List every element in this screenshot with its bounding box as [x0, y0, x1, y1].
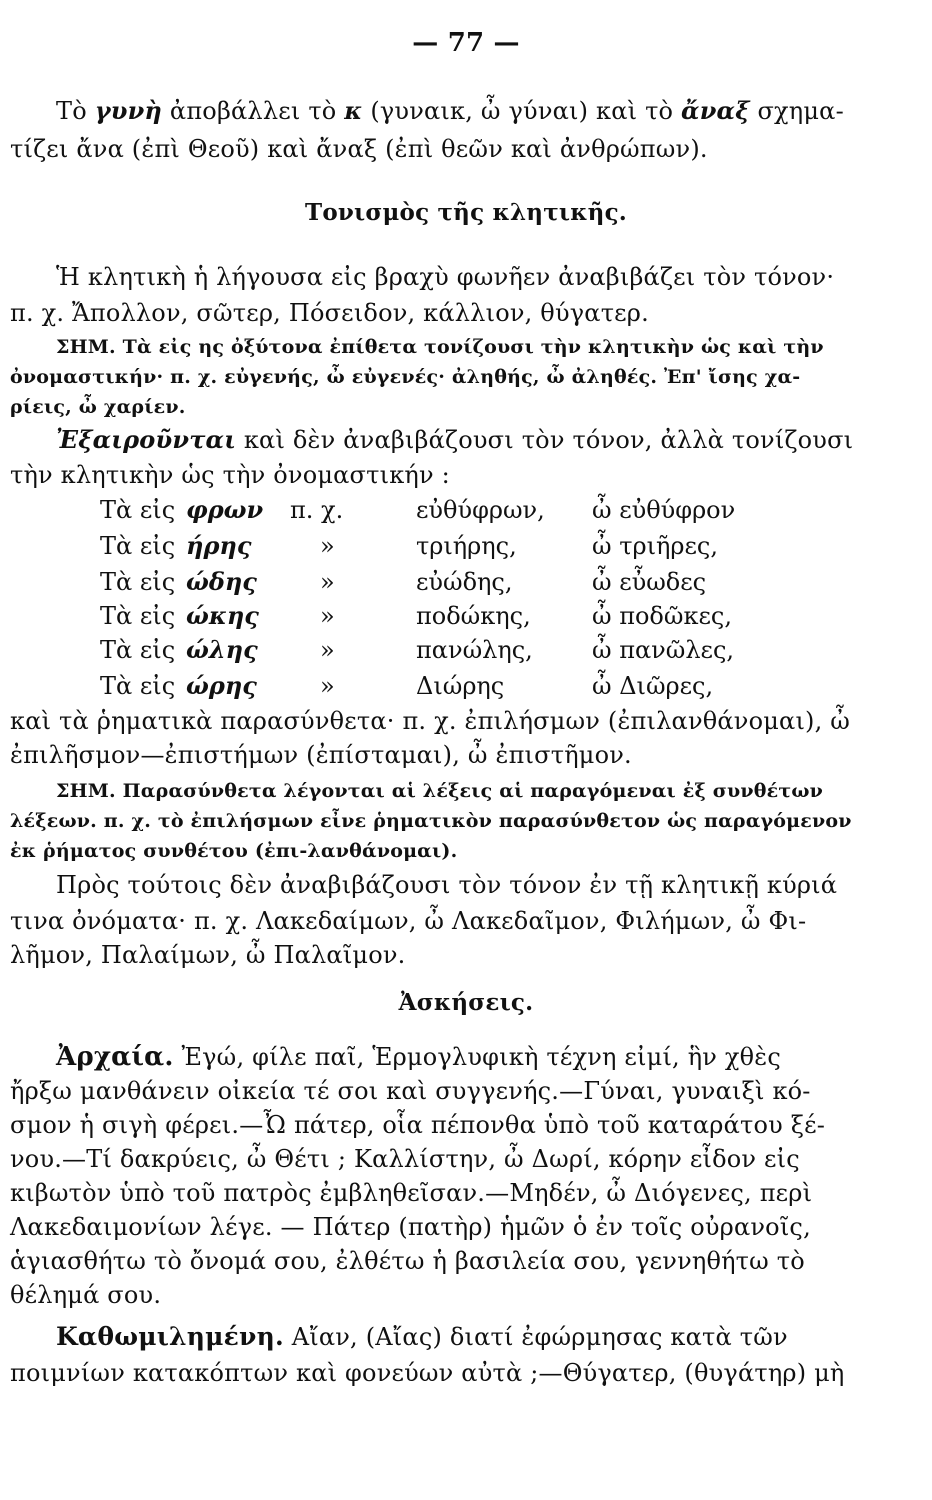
- text-line: Καθωμιλημένη. Αἴαν, (Αἴας) διατί ἐφώρμησας κατὰ τῶν: [56, 1322, 788, 1351]
- section-heading: Τονισμὸς τῆς κλητικῆς.: [305, 199, 627, 226]
- note-line: ΣΗΜ. Παρασύνθετα λέγονται αἱ λέξεις αἱ παραγόμεναι ἐξ συνθέτων: [56, 780, 824, 802]
- note-line: ὀνομαστικήν· π. χ. εὐγενής, ὦ εὐγενές· ἀληθής, ὦ ἀληθές. Ἐπ' ἴσης χα-: [10, 366, 801, 388]
- ending-prefix: Τὰ εἰς: [100, 636, 176, 664]
- example-marker: »: [320, 568, 335, 596]
- text-line: τινα ὀνόματα· π. χ. Λακεδαίμων, ὦ Λακεδαῖμον, Φιλήμων, ὦ Φι-: [10, 907, 807, 935]
- page-number: — 77 —: [412, 28, 520, 58]
- note-line: λέξεων. π. χ. τὸ ἐπιλήσμων εἶνε ῥηματικὸν παρασύνθετον ὡς παραγόμενον: [10, 810, 852, 832]
- example-marker: »: [320, 602, 335, 630]
- example-marker: »: [320, 672, 335, 700]
- text-line: ἁγιασθήτω τὸ ὄνομά σου, ἐλθέτω ἡ βασιλεία σου, γεννηθήτω τὸ: [10, 1247, 805, 1275]
- ending: ώδης: [186, 567, 257, 596]
- text-line: π. χ. Ἄπολλον, σῶτερ, Πόσειδον, κάλλιον, θύγατερ.: [10, 299, 649, 327]
- text-line: Τὸ γυνὴ ἀποβάλλει τὸ κ (γυναικ, ὦ γύναι) καὶ τὸ ἄναξ σχημα-: [56, 96, 844, 125]
- nominative-form: Διώρης: [416, 672, 505, 700]
- ending-prefix: Τὰ εἰς: [100, 532, 176, 560]
- nominative-form: ποδώκης,: [416, 602, 531, 630]
- note-line: ἐκ ῥήματος συνθέτου (ἐπι-λανθάνομαι).: [10, 840, 458, 862]
- text-line: λῆμον, Παλαίμων, ὦ Παλαῖμον.: [10, 941, 406, 969]
- text-line: Ἡ κλητικὴ ἡ λήγουσα εἰς βραχὺ φωνῆεν ἀναβιβάζει τὸν τόνον·: [56, 263, 835, 291]
- ending: ώρης: [186, 671, 257, 700]
- note-line: ρίεις, ὦ χαρίεν.: [10, 396, 186, 418]
- text-line: τίζει ἄνα (ἐπὶ Θεοῦ) καὶ ἄναξ (ἐπὶ θεῶν καὶ ἀνθρώπων).: [10, 135, 708, 163]
- ancient-label: Ἀρχαία.: [56, 1042, 174, 1072]
- note-line: ΣΗΜ. Τὰ εἰς ης ὀξύτονα ἐπίθετα τονίζουσι τὴν κλητικὴν ὡς καὶ τὴν: [56, 336, 824, 358]
- text-line: Λακεδαιμονίων λέγε. — Πάτερ (πατὴρ) ἡμῶν ὁ ἐν τοῖς οὐρανοῖς,: [10, 1213, 811, 1241]
- example-marker: π. χ.: [290, 496, 344, 524]
- text-line: Πρὸς τούτοις δὲν ἀναβιβάζουσι τὸν τόνον ἐν τῇ κλητικῇ κύριά: [56, 871, 838, 899]
- text-line: ἐπιλῆσμον—ἐπιστήμων (ἐπίσταμαι), ὦ ἐπιστῆμον.: [10, 741, 632, 769]
- example-marker: »: [320, 532, 335, 560]
- text-line: Ἀρχαία. Ἐγώ, φίλε παῖ, Ἑρμογλυφικὴ τέχνη εἰμί, ἣν χθὲς: [56, 1042, 782, 1072]
- ending: ώλης: [186, 635, 258, 664]
- nominative-form: πανώλης,: [416, 636, 533, 664]
- text-line: σμον ἡ σιγὴ φέρει.—Ὦ πάτερ, οἷα πέπονθα ὑπὸ τοῦ καταράτου ξέ-: [10, 1111, 826, 1139]
- text-line: νου.—Τί δακρύεις, ὦ Θέτι ; Καλλίστην, ὦ Δωρί, κόρην εἶδον εἰς: [10, 1145, 800, 1173]
- text-line: τὴν κλητικὴν ὡς τὴν ὀνομαστικήν :: [10, 461, 450, 489]
- ending: ήρης: [186, 531, 252, 560]
- ending-prefix: Τὰ εἰς: [100, 568, 176, 596]
- nominative-form: εὐώδης,: [416, 568, 513, 596]
- vocative-form: ὦ τριῆρες,: [592, 532, 718, 560]
- modern-label: Καθωμιλημένη.: [56, 1322, 284, 1351]
- nominative-form: εὐθύφρων,: [416, 496, 545, 524]
- text-line: θέλημά σου.: [10, 1281, 162, 1309]
- text-line: Ἐξαιροῦνται καὶ δὲν ἀναβιβάζουσι τὸν τόνον, ἀλλὰ τονίζουσι: [56, 425, 854, 454]
- nominative-form: τριήρης,: [416, 532, 517, 560]
- vocative-form: ὦ εὖωδες: [592, 568, 707, 596]
- vocative-form: ὦ ποδῶκες,: [592, 602, 732, 630]
- text-line: ποιμνίων κατακόπτων καὶ φονεύων αὐτὰ ;—Θύγατερ, (θυγάτηρ) μὴ: [10, 1359, 845, 1387]
- ending-prefix: Τὰ εἰς: [100, 602, 176, 630]
- vocative-form: ὦ εὐθύφρον: [592, 496, 736, 524]
- ending-prefix: Τὰ εἰς: [100, 672, 176, 700]
- example-marker: »: [320, 636, 335, 664]
- ending: φρων: [186, 495, 264, 524]
- text-line: κιβωτὸν ὑπὸ τοῦ πατρὸς ἐμβληθεῖσαν.—Μηδέν, ὦ Διόγενες, περὶ: [10, 1179, 813, 1207]
- ending: ώκης: [186, 601, 259, 630]
- text-line: ἤρξω μανθάνειν οἰκεία τέ σοι καὶ συγγενής.—Γύναι, γυναιξὶ κό-: [10, 1077, 811, 1105]
- vocative-form: ὦ Διῶρες,: [592, 672, 714, 700]
- vocative-form: ὦ πανῶλες,: [592, 636, 735, 664]
- ending-prefix: Τὰ εἰς: [100, 496, 176, 524]
- exercises-heading: Ἀσκήσεις.: [398, 989, 534, 1016]
- text-line: καὶ τὰ ῥηματικὰ παρασύνθετα· π. χ. ἐπιλήσμων (ἐπιλανθάνομαι), ὦ: [10, 707, 851, 735]
